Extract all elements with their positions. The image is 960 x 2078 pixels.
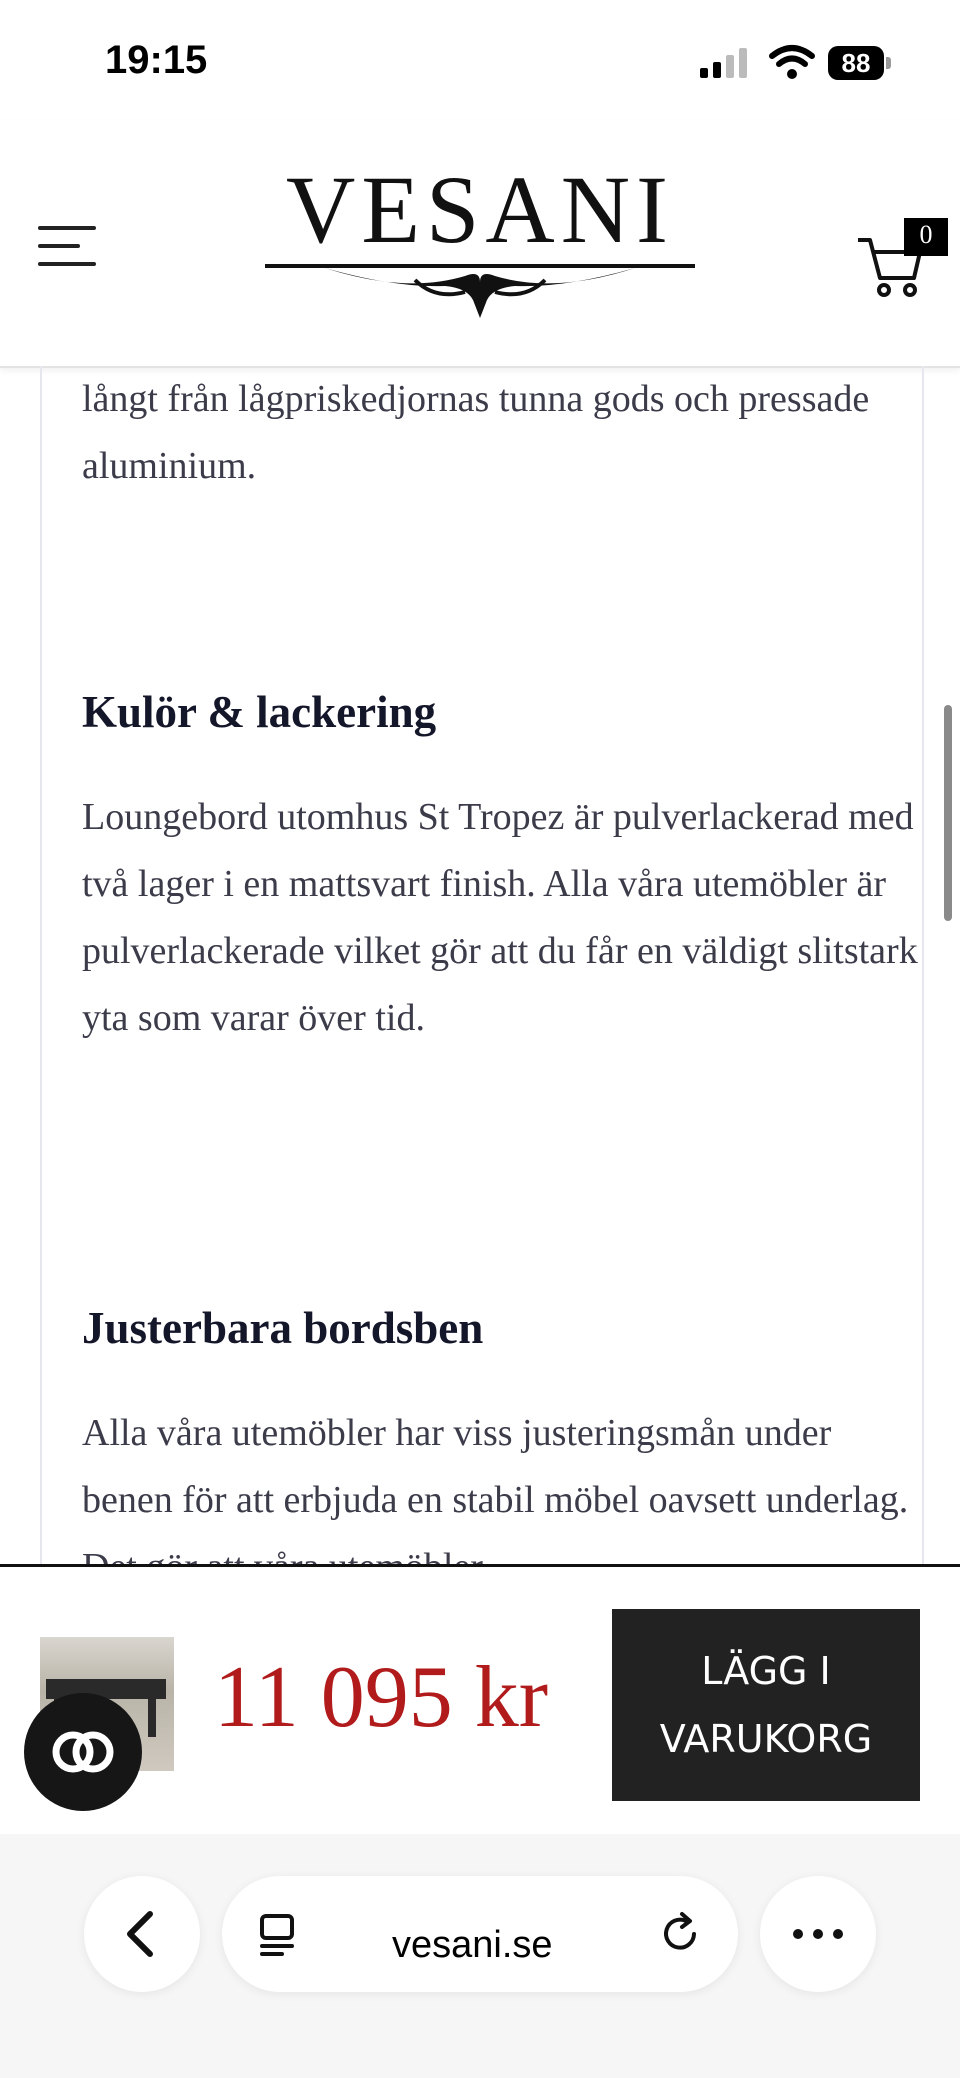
section-paragraph-color: Loungebord utomhus St Tropez är pulverlackerad med två lager i en mattsvart finish. Alla våra utemöbler är pulverlackerade vilket gör att du får en väldigt slitstark yta som varar över tid.	[82, 796, 918, 1039]
reader-mode-icon[interactable]	[256, 1910, 306, 1960]
product-price: 11 095 kr	[214, 1649, 549, 1746]
cellular-signal-icon	[700, 48, 752, 78]
add-to-cart-line1: LÄGG I	[701, 1649, 831, 1693]
section-heading-color: Kulör & lackering	[82, 687, 437, 737]
chat-button[interactable]	[24, 1693, 142, 1811]
browser-toolbar	[0, 1834, 960, 2078]
chevron-left-icon	[84, 1876, 200, 1992]
product-description	[40, 366, 924, 1566]
intro-paragraph: långt från lågpriskedjornas tunna gods och pressade aluminium.	[82, 378, 870, 487]
section-heading-legs: Justerbara bordsben	[82, 1303, 484, 1353]
site-header	[0, 120, 960, 368]
cart-button[interactable]	[856, 218, 942, 300]
battery-icon	[828, 46, 894, 80]
add-to-cart-line2: VARUKORG	[659, 1717, 873, 1761]
add-to-cart-button[interactable]	[612, 1609, 920, 1801]
battery-level: 88	[828, 46, 884, 80]
more-options-button[interactable]	[760, 1876, 876, 1992]
ellipsis-icon	[760, 1876, 876, 1992]
chat-icon	[24, 1693, 142, 1811]
url-text[interactable]: vesani.se	[392, 1924, 553, 1966]
reload-icon[interactable]	[656, 1910, 706, 1960]
address-bar[interactable]	[222, 1876, 738, 1992]
section-paragraph-legs: Alla våra utemöbler har viss justeringsmån under benen för att erbjuda en stabil möbel oavsett underlag.	[82, 1412, 909, 1521]
hamburger-menu-icon[interactable]	[38, 222, 100, 270]
logo-text: VESANI	[286, 156, 674, 263]
site-logo[interactable]	[265, 156, 695, 320]
status-time: 19:15	[105, 38, 208, 82]
page-scrollbar[interactable]	[944, 705, 952, 921]
cart-count-badge: 0	[904, 218, 948, 256]
logo-ornament	[265, 260, 695, 322]
sticky-cart-bar	[0, 1564, 960, 1837]
status-bar	[0, 0, 960, 120]
wifi-icon	[770, 44, 814, 80]
back-button[interactable]	[84, 1876, 200, 1992]
